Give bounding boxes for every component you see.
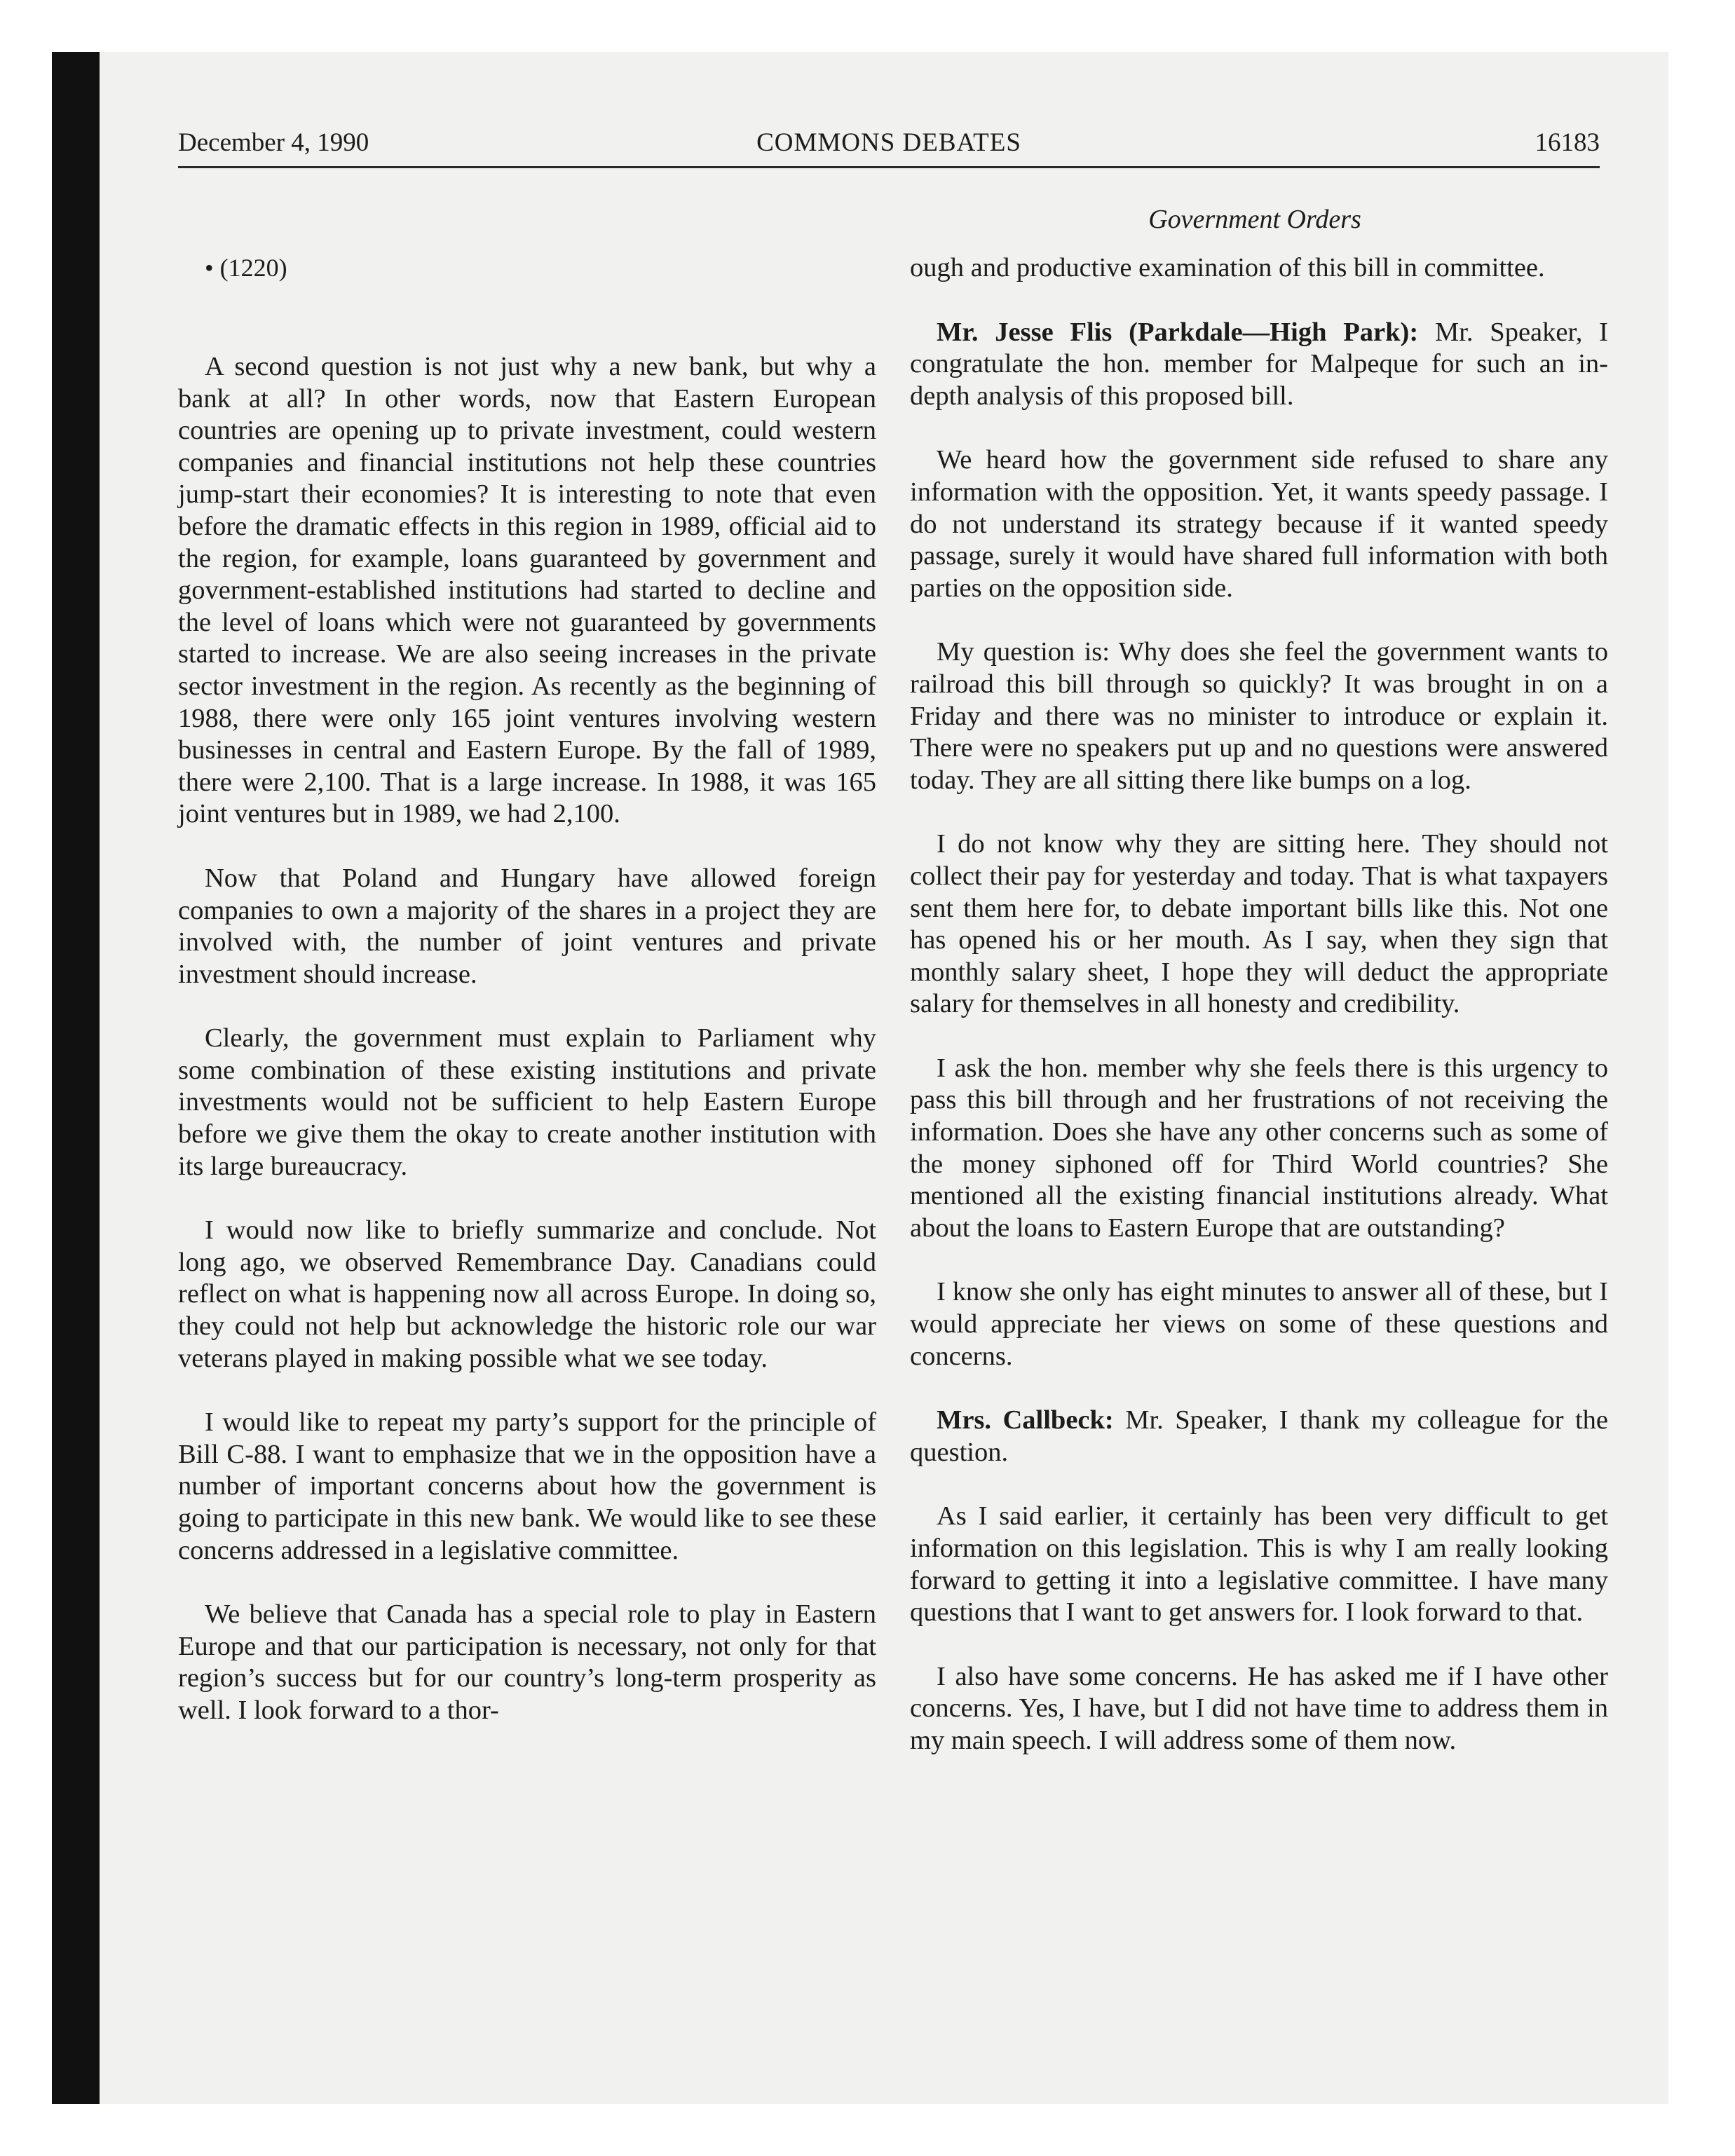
paragraph: I also have some concerns. He has asked me if I have other concerns. Yes, I have, but I did not have time to address them in my main speech. I will address some of them now. [910,1661,1608,1755]
right-column [910,252,1608,1757]
timestamp: • (1220) [205,254,287,282]
paragraph: I know she only has eight minutes to answer all of these, but I would appreciate her views on some of these questions and concerns. [910,1277,1608,1371]
speaker-name: Mr. Jesse Flis (Parkdale—High Park): [937,317,1419,347]
paragraph: We heard how the government side refused to share any information with the opposition. Yet, it wants speedy passage. I do not understand its strategy because if it wanted speedy passage, surely it would have shared full information with both parties on the opposition side. [910,445,1608,603]
paragraph: I ask the hon. member why she feels there is this urgency to pass this bill through and her frustrations of not receiving the information. Does she have any other concerns such as some of the money siphoned off for Third World countries? She mentioned all the existing financial institutions already. What about the loans to Eastern Europe that are outstanding? [910,1053,1608,1243]
speech-text: Mr. Speaker, I congratulate the hon. member for Malpeque for such an in-depth analysis of this proposed bill. [910,317,1608,411]
header-date: December 4, 1990 [178,128,369,157]
paragraph: A second question is not just why a new bank, but why a bank at all? In other words, now that Eastern European countries are opening up to private investment, could western companies and financial institutions not help these countries jump-start their economies? It is interesting to note that even before the dramatic effects in this region in 1989, official aid to the region, for example, loans guaranteed by government and government-established institutions had started to decline and the level of loans which were not guaranteed by governments started to increase. We are also seeing increases in the private sector investment in the region. As recently as the beginning of 1988, there were only 165 joint ventures involving western businesses in central and Eastern Europe. By the fall of 1989, there were 2,100. That is a large increase. In 1988, it was 165 joint ventures but in 1989, we had 2,100. [178,352,876,829]
paragraph: Now that Poland and Hungary have allowed foreign companies to own a majority of the shares in a project they are involved with, the number of joint ventures and private investment should increase. [178,863,876,989]
header-page-number: 16183 [1535,128,1600,157]
paragraph-continuation: ough and productive examination of this bill in committee. [910,253,1545,282]
speech-text: Mr. Speaker, I thank my colleague for the question. [910,1405,1608,1467]
section-heading: Government Orders [1148,205,1361,234]
page-header [178,122,1600,164]
speaker-name: Mrs. Callbeck: [937,1405,1114,1435]
header-rule [178,166,1600,168]
paragraph: My question is: Why does she feel the government wants to railroad this bill through so quickly? It was brought in on a Friday and there was no minister to introduce or explain it. There were no speakers put up and no questions were answered today. They are all sitting there like bumps on a log. [910,637,1608,795]
paragraph: I would like to repeat my party’s support for the principle of Bill C-88. I want to emphasize that we in the opposition have a number of important concerns about how the government is going to participate in this new bank. We would like to see these concerns addressed in a legislative committee. [178,1407,876,1565]
paragraph: We believe that Canada has a special role to play in Eastern Europe and that our participation is necessary, not only for that region’s success but for our country’s long-term prosperity as well. I look forward to a thor- [178,1599,876,1725]
scan-edge-bar [52,52,100,2104]
paragraph: I would now like to briefly summarize and conclude. Not long ago, we observed Remembrance Day. Canadians could reflect on what is happening now all across Europe. In doing so, they could not help but acknowledge the historic role our war veterans played in making possible what we see today. [178,1215,876,1373]
header-publication-title: COMMONS DEBATES [756,128,1021,157]
left-column [178,252,876,1727]
paragraph: Clearly, the government must explain to Parliament why some combination of these existing institutions and private investments would not be sufficient to help Eastern Europe before we give them the okay to create another institution with its large bureaucracy. [178,1023,876,1181]
speech-callbeck [910,1405,1608,1468]
paragraph: As I said earlier, it certainly has been very difficult to get information on this legislation. This is why I am really looking forward to getting it into a legislative committee. I have many questions that I want to get answers for. I look forward to that. [910,1501,1608,1628]
speech-flis [910,317,1608,413]
paragraph: I do not know why they are sitting here. They should not collect their pay for yesterday and today. That is what taxpayers sent them here for, to debate important bills like this. Not one has opened his or her mouth. As I say, when they sign that monthly salary sheet, I hope they will deduct the appropriate salary for themselves in all honesty and credibility. [910,829,1608,1019]
